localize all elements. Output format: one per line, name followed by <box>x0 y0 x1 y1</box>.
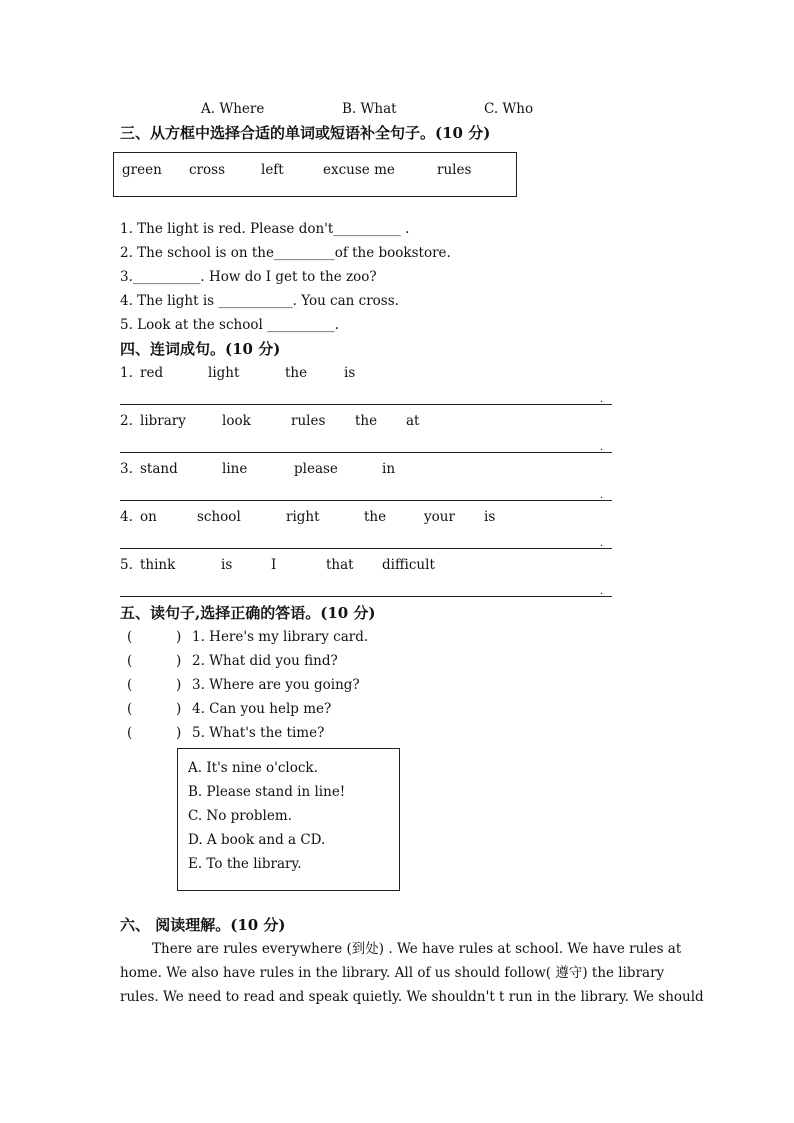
scrambled-word: on <box>140 509 157 525</box>
scrambled-word: difficult <box>382 557 435 573</box>
scrambled-word: library <box>140 413 186 429</box>
answer-box <box>177 748 400 891</box>
item-number: 4. <box>120 509 133 525</box>
answer-line[interactable] <box>120 500 612 501</box>
line-end-dot: . <box>600 490 604 501</box>
scrambled-word: rules <box>291 413 326 429</box>
answer-paren-close: ) <box>176 653 182 669</box>
answer-paren-open: ( <box>127 677 133 693</box>
word-box <box>113 152 517 197</box>
answer-option: C. No problem. <box>188 808 292 824</box>
scrambled-word: at <box>406 413 420 429</box>
question: 2. What did you find? <box>192 653 338 669</box>
answer-paren-close: ) <box>176 629 182 645</box>
scrambled-word: I <box>271 557 277 573</box>
option-b: B. What <box>342 101 397 117</box>
scrambled-word: right <box>286 509 320 525</box>
section5-title: 五、读句子,选择正确的答语。(10 分) <box>120 604 376 622</box>
scrambled-word: is <box>221 557 233 573</box>
scrambled-word: school <box>197 509 241 525</box>
scrambled-word: that <box>326 557 354 573</box>
fill-sentence: 2. The school is on the_________of the bookstore. <box>120 245 451 261</box>
scrambled-word: the <box>285 365 308 381</box>
reading-line: There are rules everywhere (到处) . We have rules at school. We have rules at <box>152 941 682 957</box>
item-number: 3. <box>120 461 133 477</box>
word-option: excuse me <box>323 162 395 178</box>
section4-title: 四、连词成句。(10 分) <box>120 340 281 358</box>
word-option: rules <box>437 162 472 178</box>
answer-option: D. A book and a CD. <box>188 832 326 848</box>
scrambled-word: red <box>140 365 164 381</box>
answer-paren-open: ( <box>127 701 133 717</box>
answer-option: E. To the library. <box>188 856 302 872</box>
answer-line[interactable] <box>120 548 612 549</box>
answer-paren-open: ( <box>127 629 133 645</box>
scrambled-word: line <box>222 461 248 477</box>
item-number: 1. <box>120 365 133 381</box>
reading-line: home. We also have rules in the library. All of us should follow( 遵守) the library <box>120 965 665 981</box>
item-number: 5. <box>120 557 133 573</box>
answer-line[interactable] <box>120 404 612 405</box>
answer-paren-open: ( <box>127 653 133 669</box>
fill-sentence: 4. The light is ___________. You can cross. <box>120 293 399 309</box>
option-a: A. Where <box>201 101 265 117</box>
line-end-dot: . <box>600 586 604 597</box>
scrambled-word: stand <box>140 461 178 477</box>
scrambled-word: is <box>484 509 496 525</box>
answer-paren-close: ) <box>176 701 182 717</box>
fill-sentence: 3.__________. How do I get to the zoo? <box>120 269 377 285</box>
item-number: 2. <box>120 413 133 429</box>
scrambled-word: your <box>424 509 455 525</box>
section3-title: 三、从方框中选择合适的单词或短语补全句子。(10 分) <box>120 124 491 142</box>
question: 5. What's the time? <box>192 725 325 741</box>
scrambled-word: the <box>364 509 387 525</box>
reading-line: rules. We need to read and speak quietly. We shouldn't t run in the library. We should <box>120 989 704 1005</box>
fill-sentence: 1. The light is red. Please don't__________ . <box>120 221 410 237</box>
scrambled-word: light <box>208 365 240 381</box>
line-end-dot: . <box>600 394 604 405</box>
scrambled-word: look <box>222 413 251 429</box>
answer-paren-close: ) <box>176 725 182 741</box>
word-option: green <box>122 162 162 178</box>
scrambled-word: the <box>355 413 378 429</box>
scrambled-word: think <box>140 557 176 573</box>
scrambled-word: is <box>344 365 356 381</box>
answer-paren-open: ( <box>127 725 133 741</box>
answer-paren-close: ) <box>176 677 182 693</box>
answer-option: A. It's nine o'clock. <box>188 760 318 776</box>
word-option: left <box>261 162 284 178</box>
fill-sentence: 5. Look at the school __________. <box>120 317 339 333</box>
word-option: cross <box>189 162 225 178</box>
scrambled-word: please <box>294 461 338 477</box>
answer-option: B. Please stand in line! <box>188 784 346 800</box>
question: 4. Can you help me? <box>192 701 332 717</box>
question: 1. Here's my library card. <box>192 629 369 645</box>
section6-title: 六、 阅读理解。(10 分) <box>120 916 286 934</box>
answer-line[interactable] <box>120 596 612 597</box>
scrambled-word: in <box>382 461 396 477</box>
line-end-dot: . <box>600 538 604 549</box>
option-c: C. Who <box>484 101 534 117</box>
answer-line[interactable] <box>120 452 612 453</box>
line-end-dot: . <box>600 442 604 453</box>
question: 3. Where are you going? <box>192 677 360 693</box>
